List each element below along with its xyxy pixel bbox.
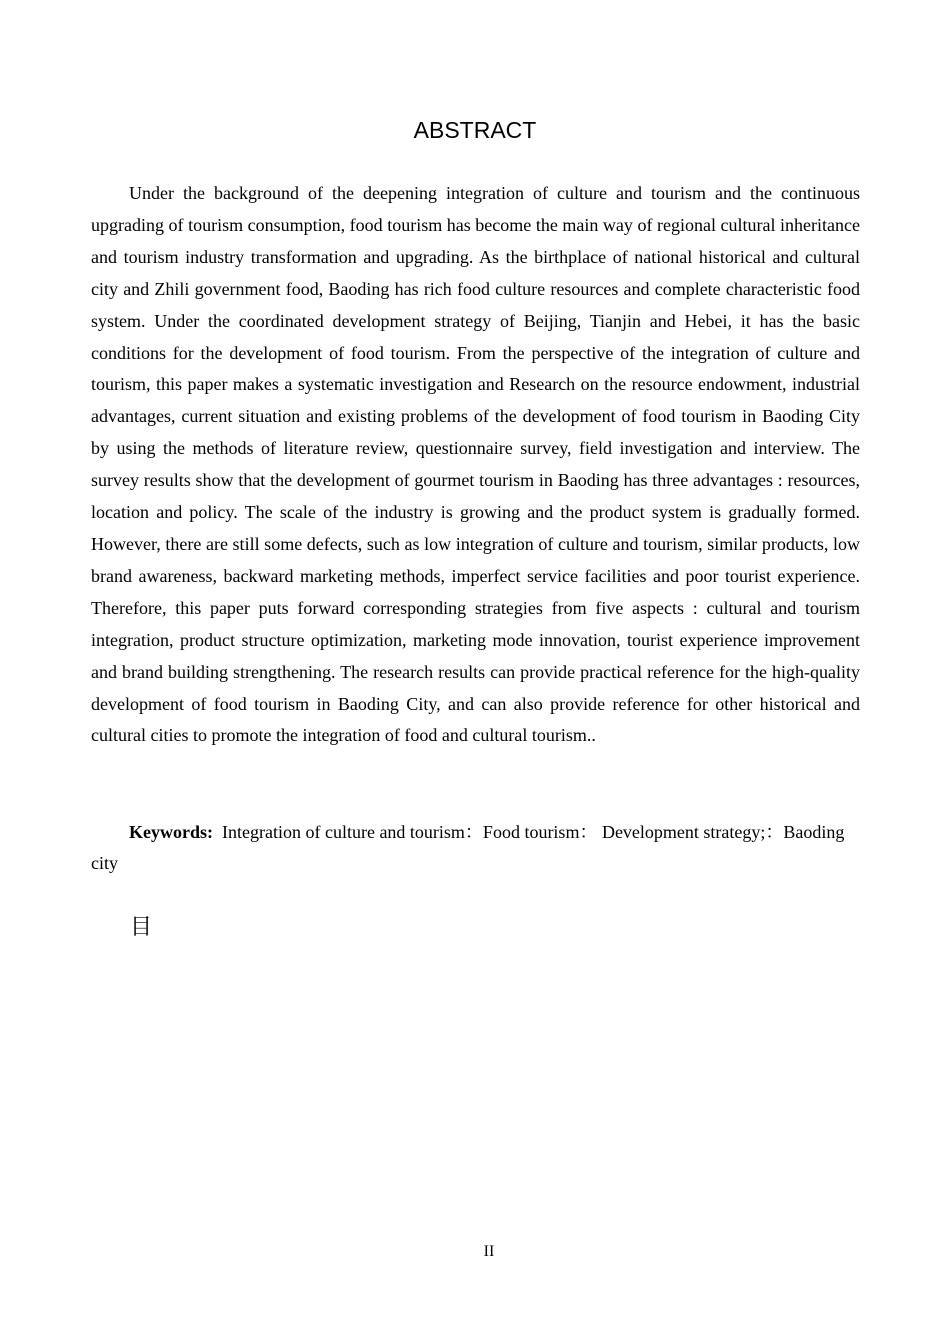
abstract-title: ABSTRACT	[413, 117, 537, 143]
toc-heading: 目	[130, 915, 153, 940]
keywords-text: Integration of culture and tourism：Food tourism： Development strategy;：Baoding city	[91, 822, 845, 873]
keywords-label: Keywords:	[129, 822, 213, 842]
abstract-paragraph: Under the background of the deepening integration of culture and tourism and the continuous upgrading of tourism consumption, food tourism has become the main way of regional cultural inheritance and tourism industry transformation and upgrading. As the birthplace of national historical and cultural city and Zhili government food, Baoding has rich food culture resources and complete characteristic food system. Under the coordinated development strategy of Beijing, Tianjin and Hebei, it has the basic conditions for the development of food tourism. From the perspective of the integration of culture and tourism, this paper makes a systematic investigation and Research on the resource endowment, industrial advantages, current situation and existing problems of the development of food tourism in Baoding City by using the methods of literature review, questionnaire survey, field investigation and interview. The survey results show that the development of gourmet tourism in Baoding has three advantages : resources, location and policy. The scale of the industry is growing and the product system is gradually formed. However, there are still some defects, such as low integration of culture and tourism, similar products, low brand awareness, backward marketing methods, imperfect service facilities and poor tourist experience. Therefore, this paper puts forward corresponding strategies from five aspects : cultural and tourism integration, product structure optimization, marketing mode innovation, tourist experience improvement and brand building strengthening. The research results can provide practical reference for the high-quality development of food tourism in Baoding City, and can also provide reference for other historical and cultural cities to promote the integration of food and cultural tourism..	[91, 183, 860, 746]
page-number: II	[483, 1243, 495, 1260]
keywords-paragraph	[91, 817, 860, 879]
